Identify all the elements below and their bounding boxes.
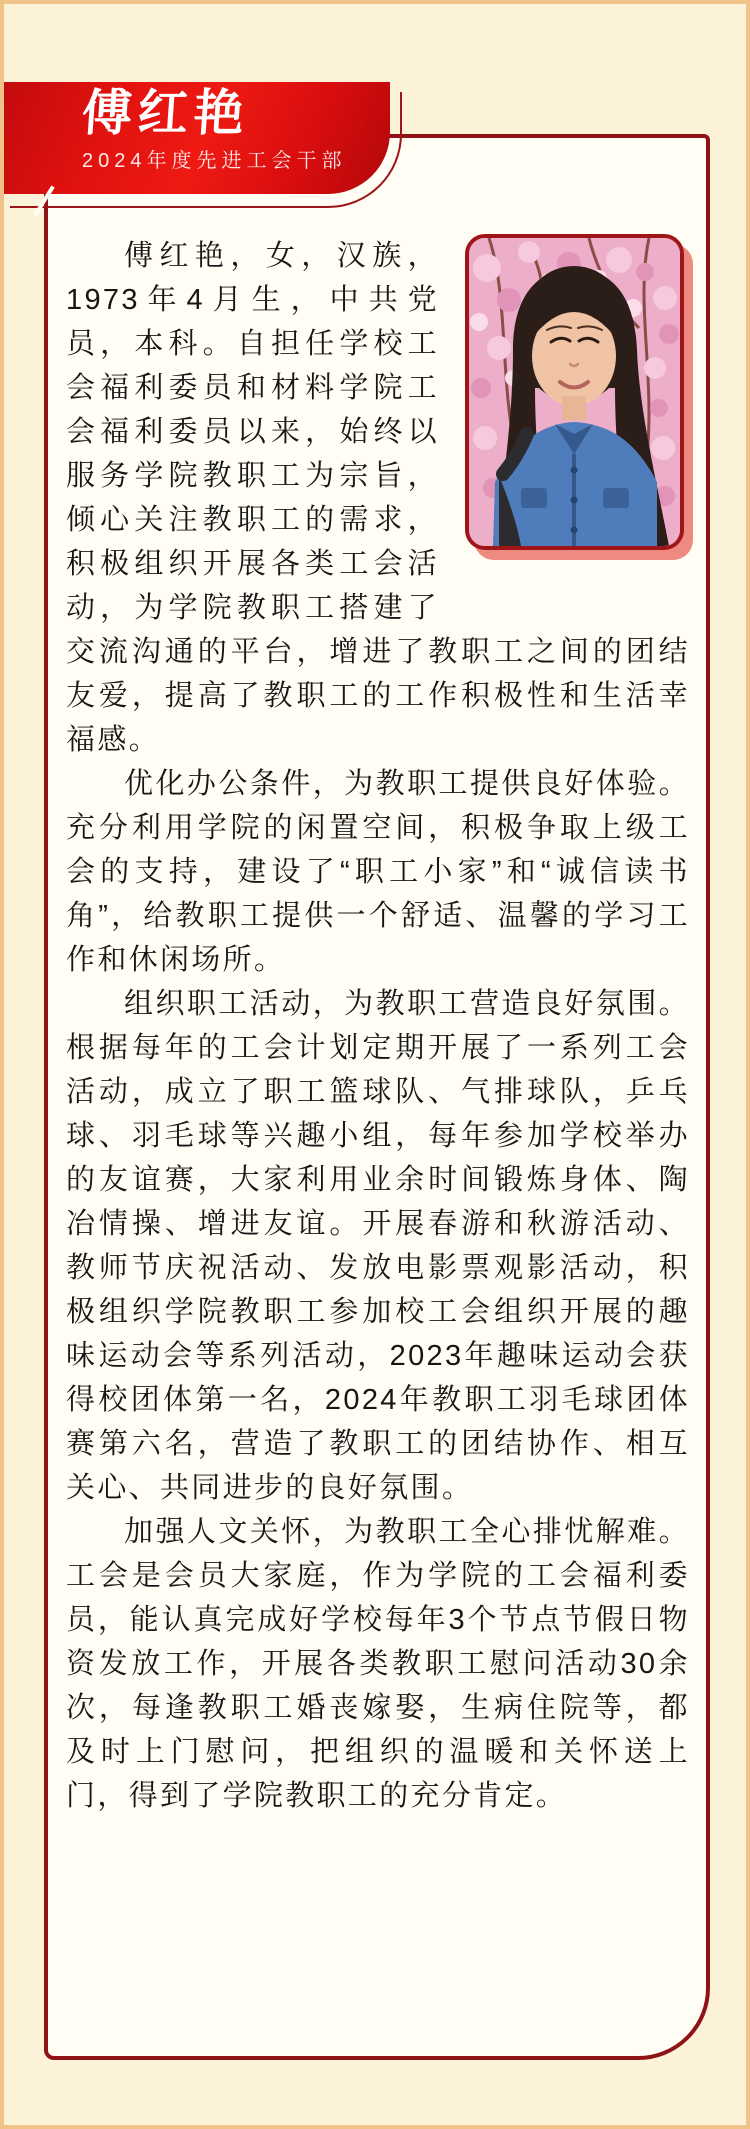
person-name: 傅红艳 (80, 85, 252, 141)
article-text (48, 138, 706, 1818)
name-banner (4, 82, 390, 194)
profile-photo (465, 234, 684, 550)
paragraph-intro: 傅红艳，女，汉族，1973年4月生，中共党员，本科。自担任学校工会福利委员和材料学院工会福利委员以来，始终以服务学院教职工为宗旨，倾心关注教职工的需求，积极组织开展各类工会活动，为学院教职工搭建了交流沟通的平台，增进了教职工之间的团结友爱，提高了教职工的工作积极性和生活幸福感。 (66, 240, 690, 756)
paragraph-care: 加强人文关怀，为教职工全心排忧解难。工会是会员大家庭，作为学院的工会福利委员，能认真完成好学校每年3个节点节假日物资发放工作，开展各类教职工慰问活动30余次，每逢教职工婚丧嫁娶，生病住院等，都及时上门慰问，把组织的温暖和关怀送上门，得到了学院教职工的充分肯定。 (66, 1516, 690, 1812)
paragraph-office: 优化办公条件，为教职工提供良好体验。充分利用学院的闲置空间，积极争取上级工会的支持，建设了“职工小家”和“诚信读书角”，给教职工提供一个舒适、温馨的学习工作和休闲场所。 (66, 768, 690, 976)
content-card (44, 134, 710, 2060)
portrait-illustration (469, 238, 680, 546)
award-subtitle: 2024年度先进工会干部 (82, 150, 347, 172)
paragraph-activities: 组织职工活动，为教职工营造良好氛围。根据每年的工会计划定期开展了一系列工会活动，成立了职工篮球队、气排球队，乒乓球、羽毛球等兴趣小组，每年参加学校举办的友谊赛，大家利用业余时间锻炼身体、陶冶情操、增进友谊。开展春游和秋游活动、教师节庆祝活动、发放电影票观影活动，积极组织学院教职工参加校工会组织开展的趣味运动会等系列活动，2023年趣味运动会获得校团体第一名，2024年教职工羽毛球团体赛第六名，营造了教职工的团结协作、相互关心、共同进步的良好氛围。 (66, 988, 690, 1504)
